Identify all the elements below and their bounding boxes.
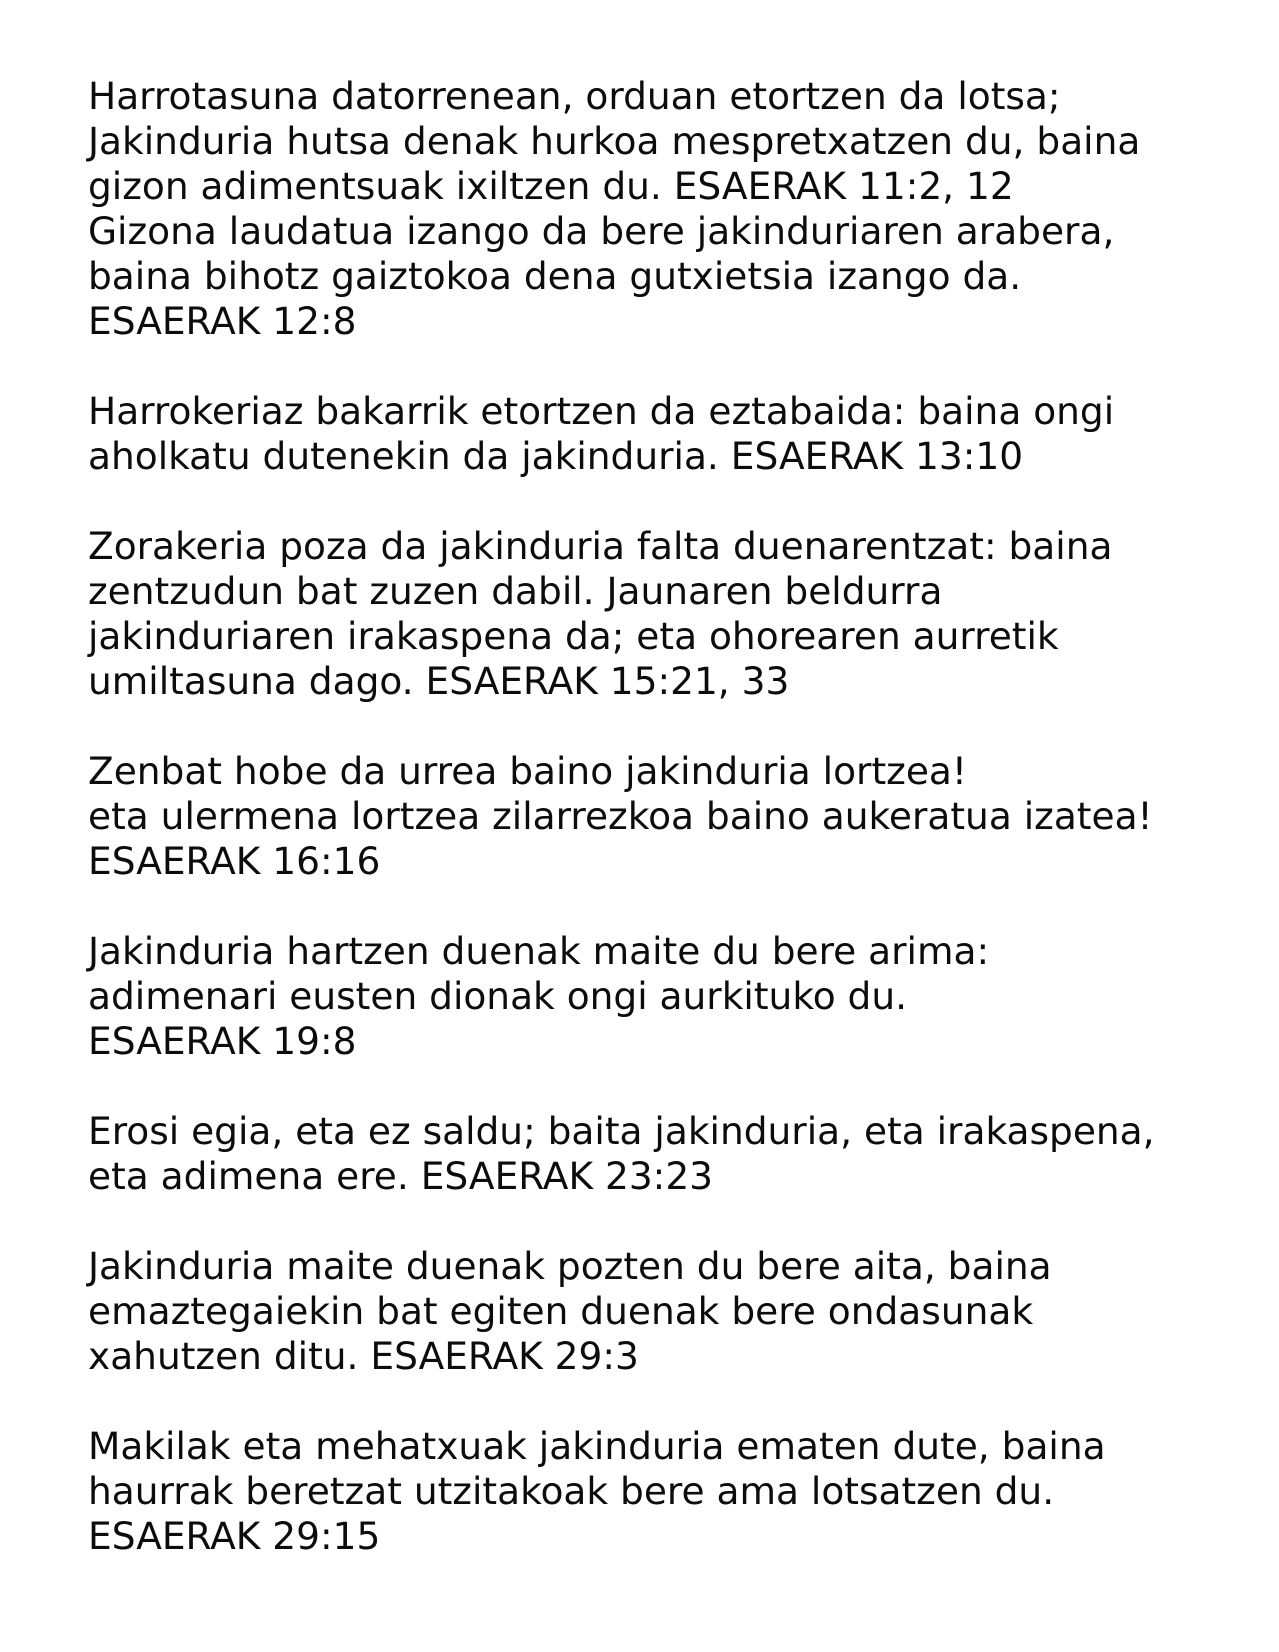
text-line: aholkatu dutenekin da jakinduria. ESAERAK 13:10 — [88, 434, 1024, 478]
paragraph — [88, 929, 1248, 1064]
text-line: Harrokeriaz bakarrik etortzen da eztabaida: baina ongi — [88, 389, 1115, 433]
text-line: umiltasuna dago. ESAERAK 15:21, 33 — [88, 659, 790, 703]
text-line: eta adimena ere. ESAERAK 23:23 — [88, 1154, 714, 1198]
text-line: Gizona laudatua izango da bere jakinduriaren arabera, — [88, 209, 1115, 253]
paragraph — [88, 749, 1248, 884]
text-line: Harrotasuna datorrenean, orduan etortzen da lotsa; — [88, 74, 1061, 118]
paragraph — [88, 74, 1248, 344]
text-line: ESAERAK 12:8 — [88, 299, 357, 343]
text-line: emaztegaiekin bat egiten duenak bere ondasunak — [88, 1289, 1034, 1333]
text-line: zentzudun bat zuzen dabil. Jaunaren beldurra — [88, 569, 943, 613]
text-line: Jakinduria hutsa denak hurkoa mespretxatzen du, baina — [88, 119, 1141, 163]
text-line: baina bihotz gaiztokoa dena gutxietsia izango da. — [88, 254, 1022, 298]
text-line: eta ulermena lortzea zilarrezkoa baino aukeratua izatea! — [88, 794, 1153, 838]
text-line: Jakinduria maite duenak pozten du bere aita, baina — [88, 1244, 1052, 1288]
text-line: Zorakeria poza da jakinduria falta duenarentzat: baina — [88, 524, 1113, 568]
text-line: Erosi egia, eta ez saldu; baita jakinduria, eta irakaspena, — [88, 1109, 1155, 1153]
text-line: gizon adimentsuak ixiltzen du. ESAERAK 11:2, 12 — [88, 164, 1014, 208]
paragraph — [88, 1424, 1248, 1559]
text-line: Makilak eta mehatxuak jakinduria ematen dute, baina — [88, 1424, 1106, 1468]
paragraph — [88, 1244, 1248, 1379]
text-line: haurrak beretzat utzitakoak bere ama lotsatzen du. — [88, 1469, 1055, 1513]
document-page — [88, 74, 1248, 1604]
text-line: Zenbat hobe da urrea baino jakinduria lortzea! — [88, 749, 967, 793]
text-line: ESAERAK 19:8 — [88, 1019, 357, 1063]
paragraph — [88, 1109, 1248, 1199]
paragraph — [88, 524, 1248, 704]
text-line: adimenari eusten dionak ongi aurkituko du. — [88, 974, 908, 1018]
paragraph — [88, 389, 1248, 479]
text-line: ESAERAK 29:15 — [88, 1514, 381, 1558]
text-line: Jakinduria hartzen duenak maite du bere arima: — [88, 929, 990, 973]
text-line: ESAERAK 16:16 — [88, 839, 381, 883]
text-line: xahutzen ditu. ESAERAK 29:3 — [88, 1334, 639, 1378]
text-line: jakinduriaren irakaspena da; eta ohorearen aurretik — [88, 614, 1059, 658]
